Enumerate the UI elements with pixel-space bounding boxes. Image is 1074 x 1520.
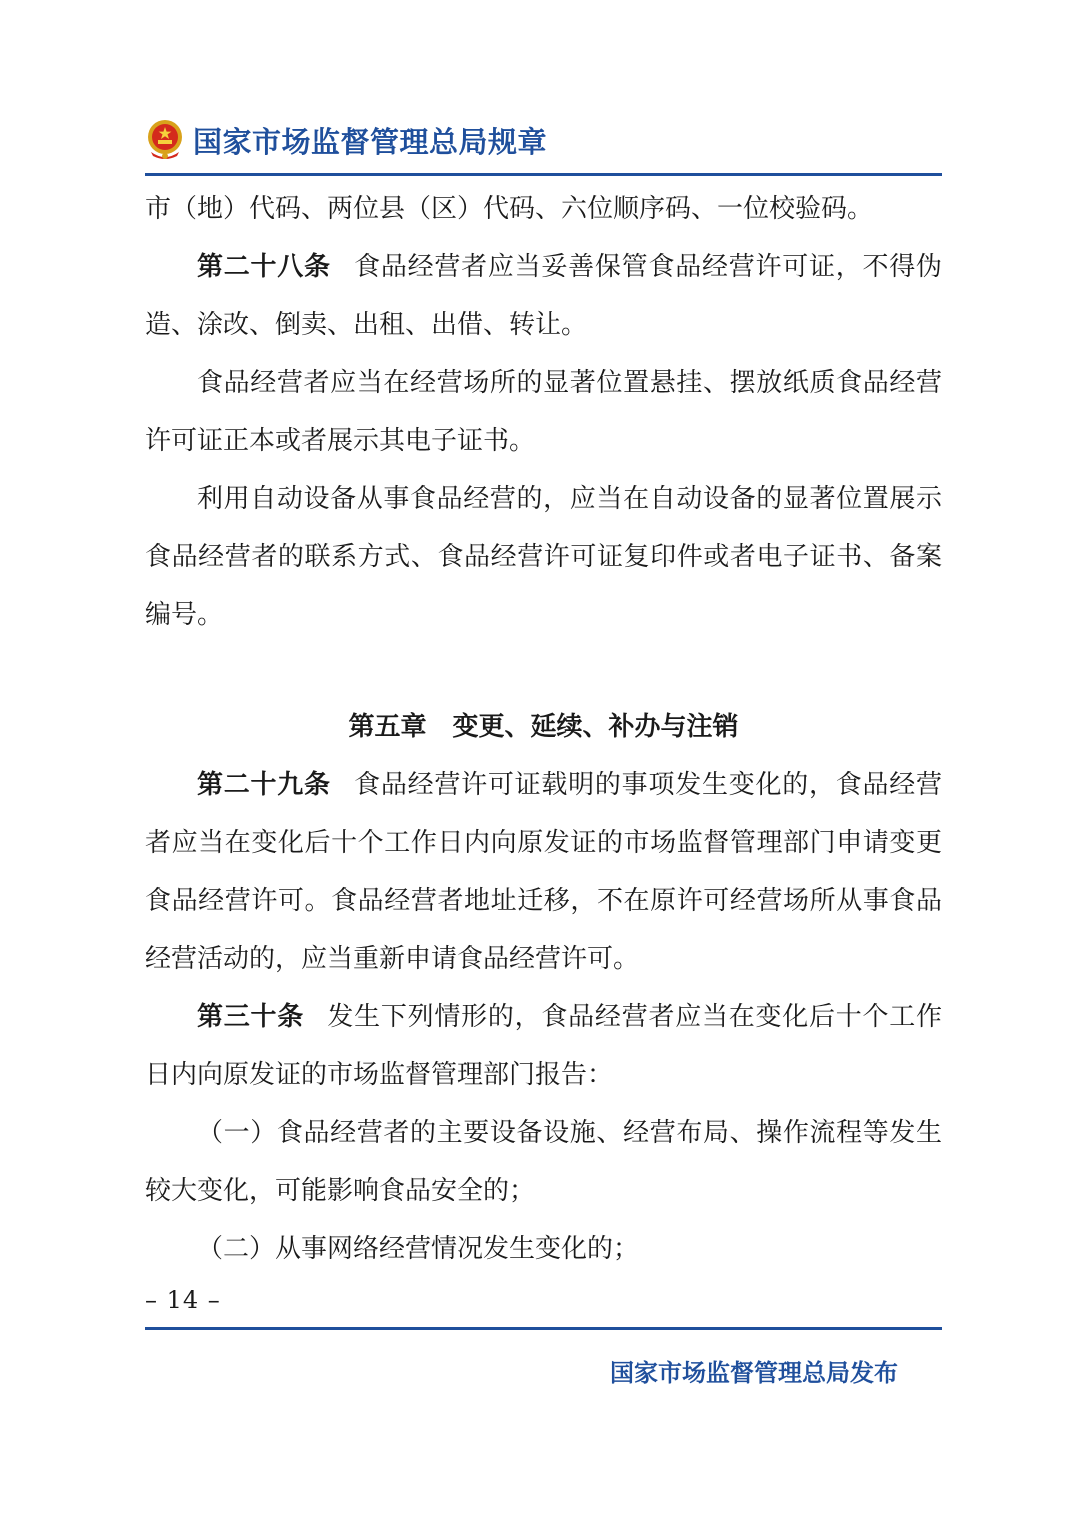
paragraph: 市（地）代码、两位县（区）代码、六位顺序码、一位校验码。	[145, 194, 874, 224]
list-item: （二）从事网络经营情况发生变化的；	[197, 1234, 640, 1264]
footer-publisher: 国家市场监督管理总局发布	[610, 1359, 898, 1387]
chapter-title: 变更、延续、补办与注销	[452, 712, 739, 742]
chapter-heading	[145, 698, 942, 756]
paragraph: 食品经营者应当在经营场所的显著位置悬挂、摆放纸质食品经营许可证正本或者展示其电子证书。	[145, 368, 942, 456]
article-text: 发生下列情形的，食品经营者应当在变化后十个工作日内向原发证的市场监督管理部门报告：	[145, 1002, 942, 1090]
page-number: – 14 –	[145, 1286, 221, 1314]
paragraph: 利用自动设备从事食品经营的，应当在自动设备的显著位置展示食品经营者的联系方式、食品经营许可证复印件或者电子证书、备案编号。	[145, 484, 942, 630]
article-text: 食品经营者应当妥善保管食品经营许可证，不得伪造、涂改、倒卖、出租、出借、转让。	[145, 252, 942, 340]
document-body	[145, 180, 942, 1278]
national-emblem-icon	[145, 118, 185, 162]
header-divider	[145, 173, 942, 176]
article-text: 食品经营许可证载明的事项发生变化的，食品经营者应当在变化后十个工作日内向原发证的市场监督管理部门申请变更食品经营许可。食品经营者地址迁移，不在原许可经营场所从事食品经营活动的，应当重新申请食品经营许可。	[145, 770, 942, 974]
article-number: 第二十八条	[197, 252, 331, 282]
list-item: （一）食品经营者的主要设备设施、经营布局、操作流程等发生较大变化，可能影响食品安全的；	[145, 1118, 942, 1206]
article-30	[145, 988, 942, 1104]
page-header	[145, 118, 547, 162]
article-number: 第三十条	[197, 1002, 305, 1032]
header-title: 国家市场监督管理总局规章	[193, 124, 548, 159]
article-28	[145, 238, 942, 354]
chapter-number: 第五章	[348, 712, 427, 742]
footer-divider	[145, 1327, 942, 1330]
article-29	[145, 756, 942, 988]
article-number: 第二十九条	[197, 770, 331, 800]
